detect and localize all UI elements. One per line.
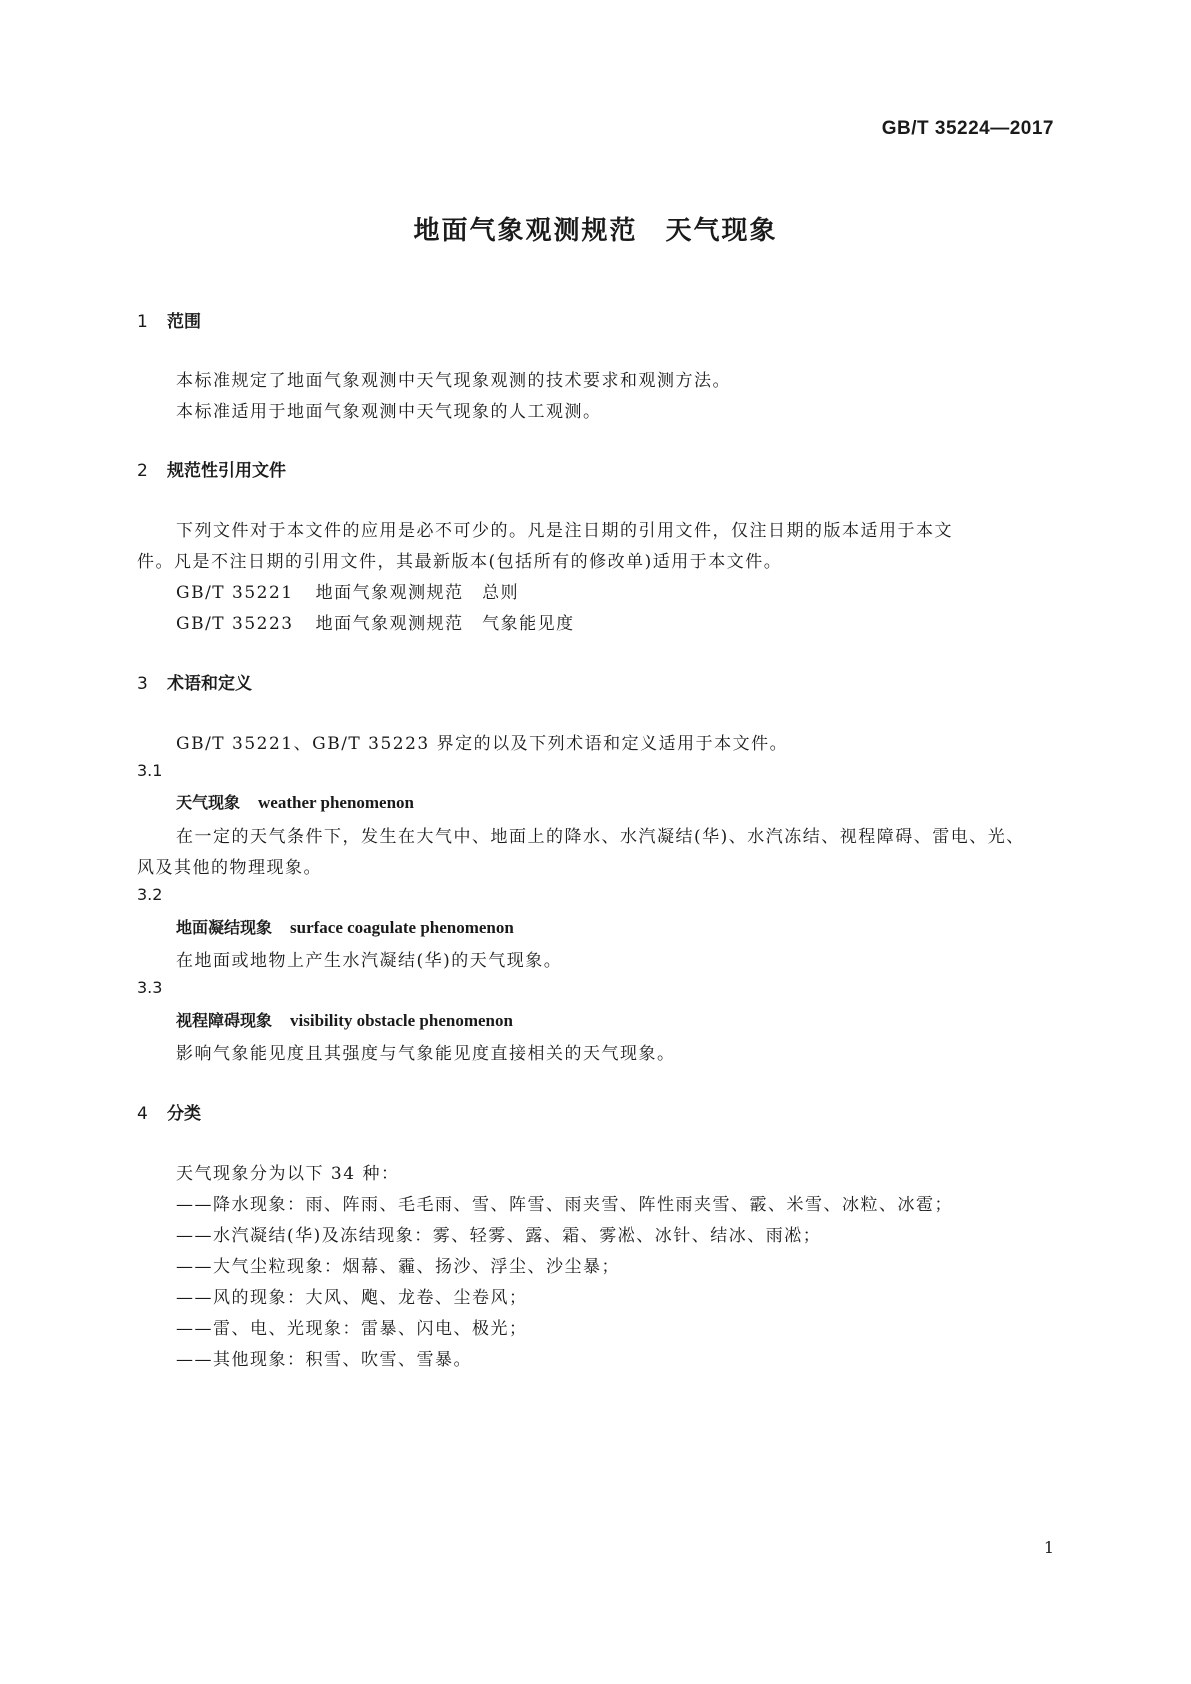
term-definition: 风及其他的物理现象。 xyxy=(137,858,322,878)
paragraph: 天气现象分为以下 34 种： xyxy=(176,1164,400,1184)
reference-title: 地面气象观测规范 总则 xyxy=(315,583,520,603)
term-zh: 地面凝结现象 xyxy=(176,918,273,937)
section-heading xyxy=(137,669,252,694)
section-title: 术语和定义 xyxy=(167,674,252,694)
section-heading xyxy=(137,1099,201,1124)
term-definition: 在一定的天气条件下，发生在大气中、地面上的降水、水汽凝结(华)、水汽冻结、视程障碍、雷电、光、 xyxy=(176,827,1025,847)
term-definition: 在地面或地物上产生水汽凝结(华)的天气现象。 xyxy=(176,951,563,971)
section-title: 分类 xyxy=(167,1104,201,1124)
section-heading xyxy=(137,307,201,332)
term-en: visibility obstacle phenomenon xyxy=(290,1011,513,1030)
paragraph: 件。凡是不注日期的引用文件，其最新版本(包括所有的修改单)适用于本文件。 xyxy=(137,552,783,572)
term-en: surface coagulate phenomenon xyxy=(290,918,514,937)
reference-title: 地面气象观测规范 气象能见度 xyxy=(315,614,575,634)
section-number: 4 xyxy=(137,1104,148,1124)
term-number: 3.1 xyxy=(137,761,163,780)
term-definition: 影响气象能见度且其强度与气象能见度直接相关的天气现象。 xyxy=(176,1044,676,1064)
list-item: ——雷、电、光现象：雷暴、闪电、极光； xyxy=(176,1319,528,1339)
section-heading xyxy=(137,456,286,481)
section-title: 规范性引用文件 xyxy=(167,461,286,481)
paragraph: 本标准规定了地面气象观测中天气现象观测的技术要求和观测方法。 xyxy=(176,371,731,391)
document-title: 地面气象观测规范 天气现象 xyxy=(413,216,778,246)
section-number: 2 xyxy=(137,461,148,481)
term-heading xyxy=(176,915,514,938)
list-item: ——其他现象：积雪、吹雪、雪暴。 xyxy=(176,1350,472,1370)
section-number: 1 xyxy=(137,312,148,332)
paragraph: 本标准适用于地面气象观测中天气现象的人工观测。 xyxy=(176,402,602,422)
term-zh: 视程障碍现象 xyxy=(176,1011,273,1030)
term-zh: 天气现象 xyxy=(176,793,241,812)
reference-item xyxy=(176,578,519,603)
page-number: 1 xyxy=(1043,1538,1054,1557)
term-en: weather phenomenon xyxy=(258,793,415,812)
list-item: ——风的现象：大风、飑、龙卷、尘卷风； xyxy=(176,1288,528,1308)
standard-code: GB/T 35224—2017 xyxy=(881,118,1054,139)
reference-code: GB/T 35221 xyxy=(176,583,294,603)
section-title: 范围 xyxy=(167,312,201,332)
term-heading xyxy=(176,790,414,813)
reference-item xyxy=(176,609,575,634)
term-heading xyxy=(176,1008,513,1031)
section-number: 3 xyxy=(137,674,148,694)
reference-code: GB/T 35223 xyxy=(176,614,294,634)
list-item: ——水汽凝结(华)及冻结现象：雾、轻雾、露、霜、雾凇、冰针、结冰、雨凇； xyxy=(176,1226,822,1246)
term-number: 3.3 xyxy=(137,978,163,997)
list-item: ——降水现象：雨、阵雨、毛毛雨、雪、阵雪、雨夹雪、阵性雨夹雪、霰、米雪、冰粒、冰雹； xyxy=(176,1195,953,1215)
paragraph: 下列文件对于本文件的应用是必不可少的。凡是注日期的引用文件，仅注日期的版本适用于本文 xyxy=(176,521,953,541)
term-number: 3.2 xyxy=(137,885,163,904)
list-item: ——大气尘粒现象：烟幕、霾、扬沙、浮尘、沙尘暴； xyxy=(176,1257,620,1277)
paragraph: GB/T 35221、GB/T 35223 界定的以及下列术语和定义适用于本文件。 xyxy=(176,734,789,754)
